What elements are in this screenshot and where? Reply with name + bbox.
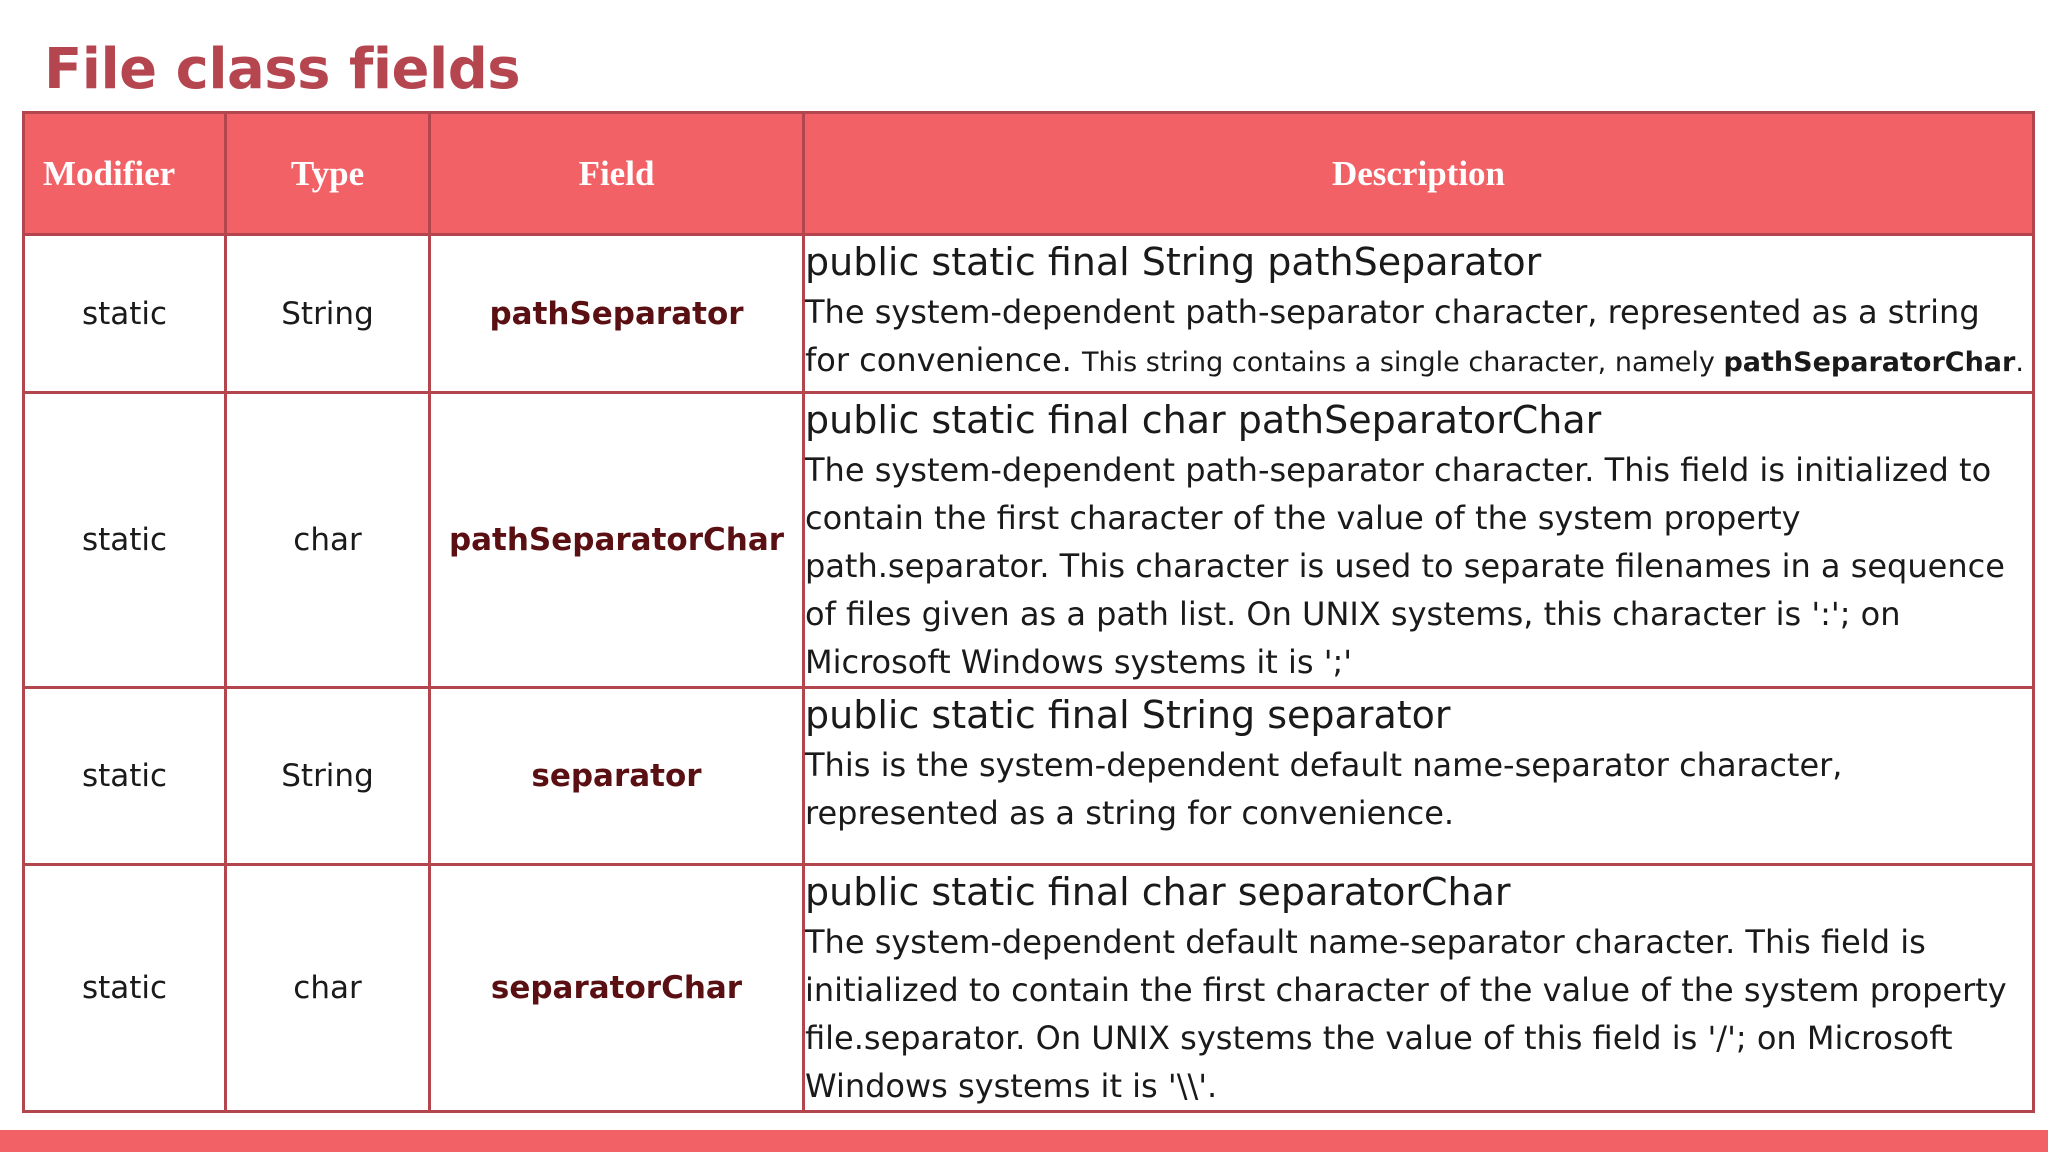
modifier-cell: static [24,865,226,1112]
description-cell [804,393,2034,688]
table-body [24,235,2034,1112]
description-end: . [2015,347,2024,378]
description-cell [804,688,2034,865]
description-cell [804,865,2034,1112]
footer-accent-bar [0,1130,2048,1152]
table-row [24,235,2034,393]
column-header-description: Description [804,113,2034,235]
column-header-field: Field [430,113,804,235]
header-row [24,113,2034,235]
field-signature: public static final String pathSeparator [805,240,1542,284]
table-header [24,113,2034,235]
page-title: File class fields [44,37,521,102]
type-cell: char [226,393,430,688]
table-row [24,688,2034,865]
field-description: This is the system-dependent default name-separator character, represented as a string for convenience. [805,746,1843,832]
field-signature: public static final char pathSeparatorChar [805,398,1602,442]
field-description [805,288,2032,387]
type-cell: char [226,865,430,1112]
fields-table [22,111,2035,1113]
table-row [24,865,2034,1112]
description-cell [804,235,2034,393]
type-cell: String [226,688,430,865]
modifier-cell: static [24,688,226,865]
column-header-type: Type [226,113,430,235]
table-row [24,393,2034,688]
field-signature: public static final String separator [805,693,1451,737]
field-cell: separatorChar [430,865,804,1112]
field-cell: pathSeparator [430,235,804,393]
field-description: The system-dependent default name-separator character. This field is initialized to contain the first character of the value of the system property file.separator. On UNIX systems the value of this field is '/'; on Microsoft Windows systems it is '\\'. [805,923,2007,1105]
type-cell: String [226,235,430,393]
modifier-cell: static [24,235,226,393]
field-signature: public static final char separatorChar [805,870,1511,914]
column-header-modifier: Modifier [24,113,226,235]
field-cell: pathSeparatorChar [430,393,804,688]
description-main: The system-dependent path-separator character, represented as a string for convenience. [805,293,1980,379]
modifier-cell: static [24,393,226,688]
field-cell: separator [430,688,804,865]
description-bold-term: pathSeparatorChar [1723,347,2016,378]
description-extra: This string contains a single character, namely [1082,347,1724,378]
field-description: The system-dependent path-separator character. This field is initialized to contain the first character of the value of the system property path.separator. This character is used to separate filenames in a sequence of files given as a path list. On UNIX systems, this character is ':'; on Microsoft Windows systems it is ';' [805,451,2005,681]
